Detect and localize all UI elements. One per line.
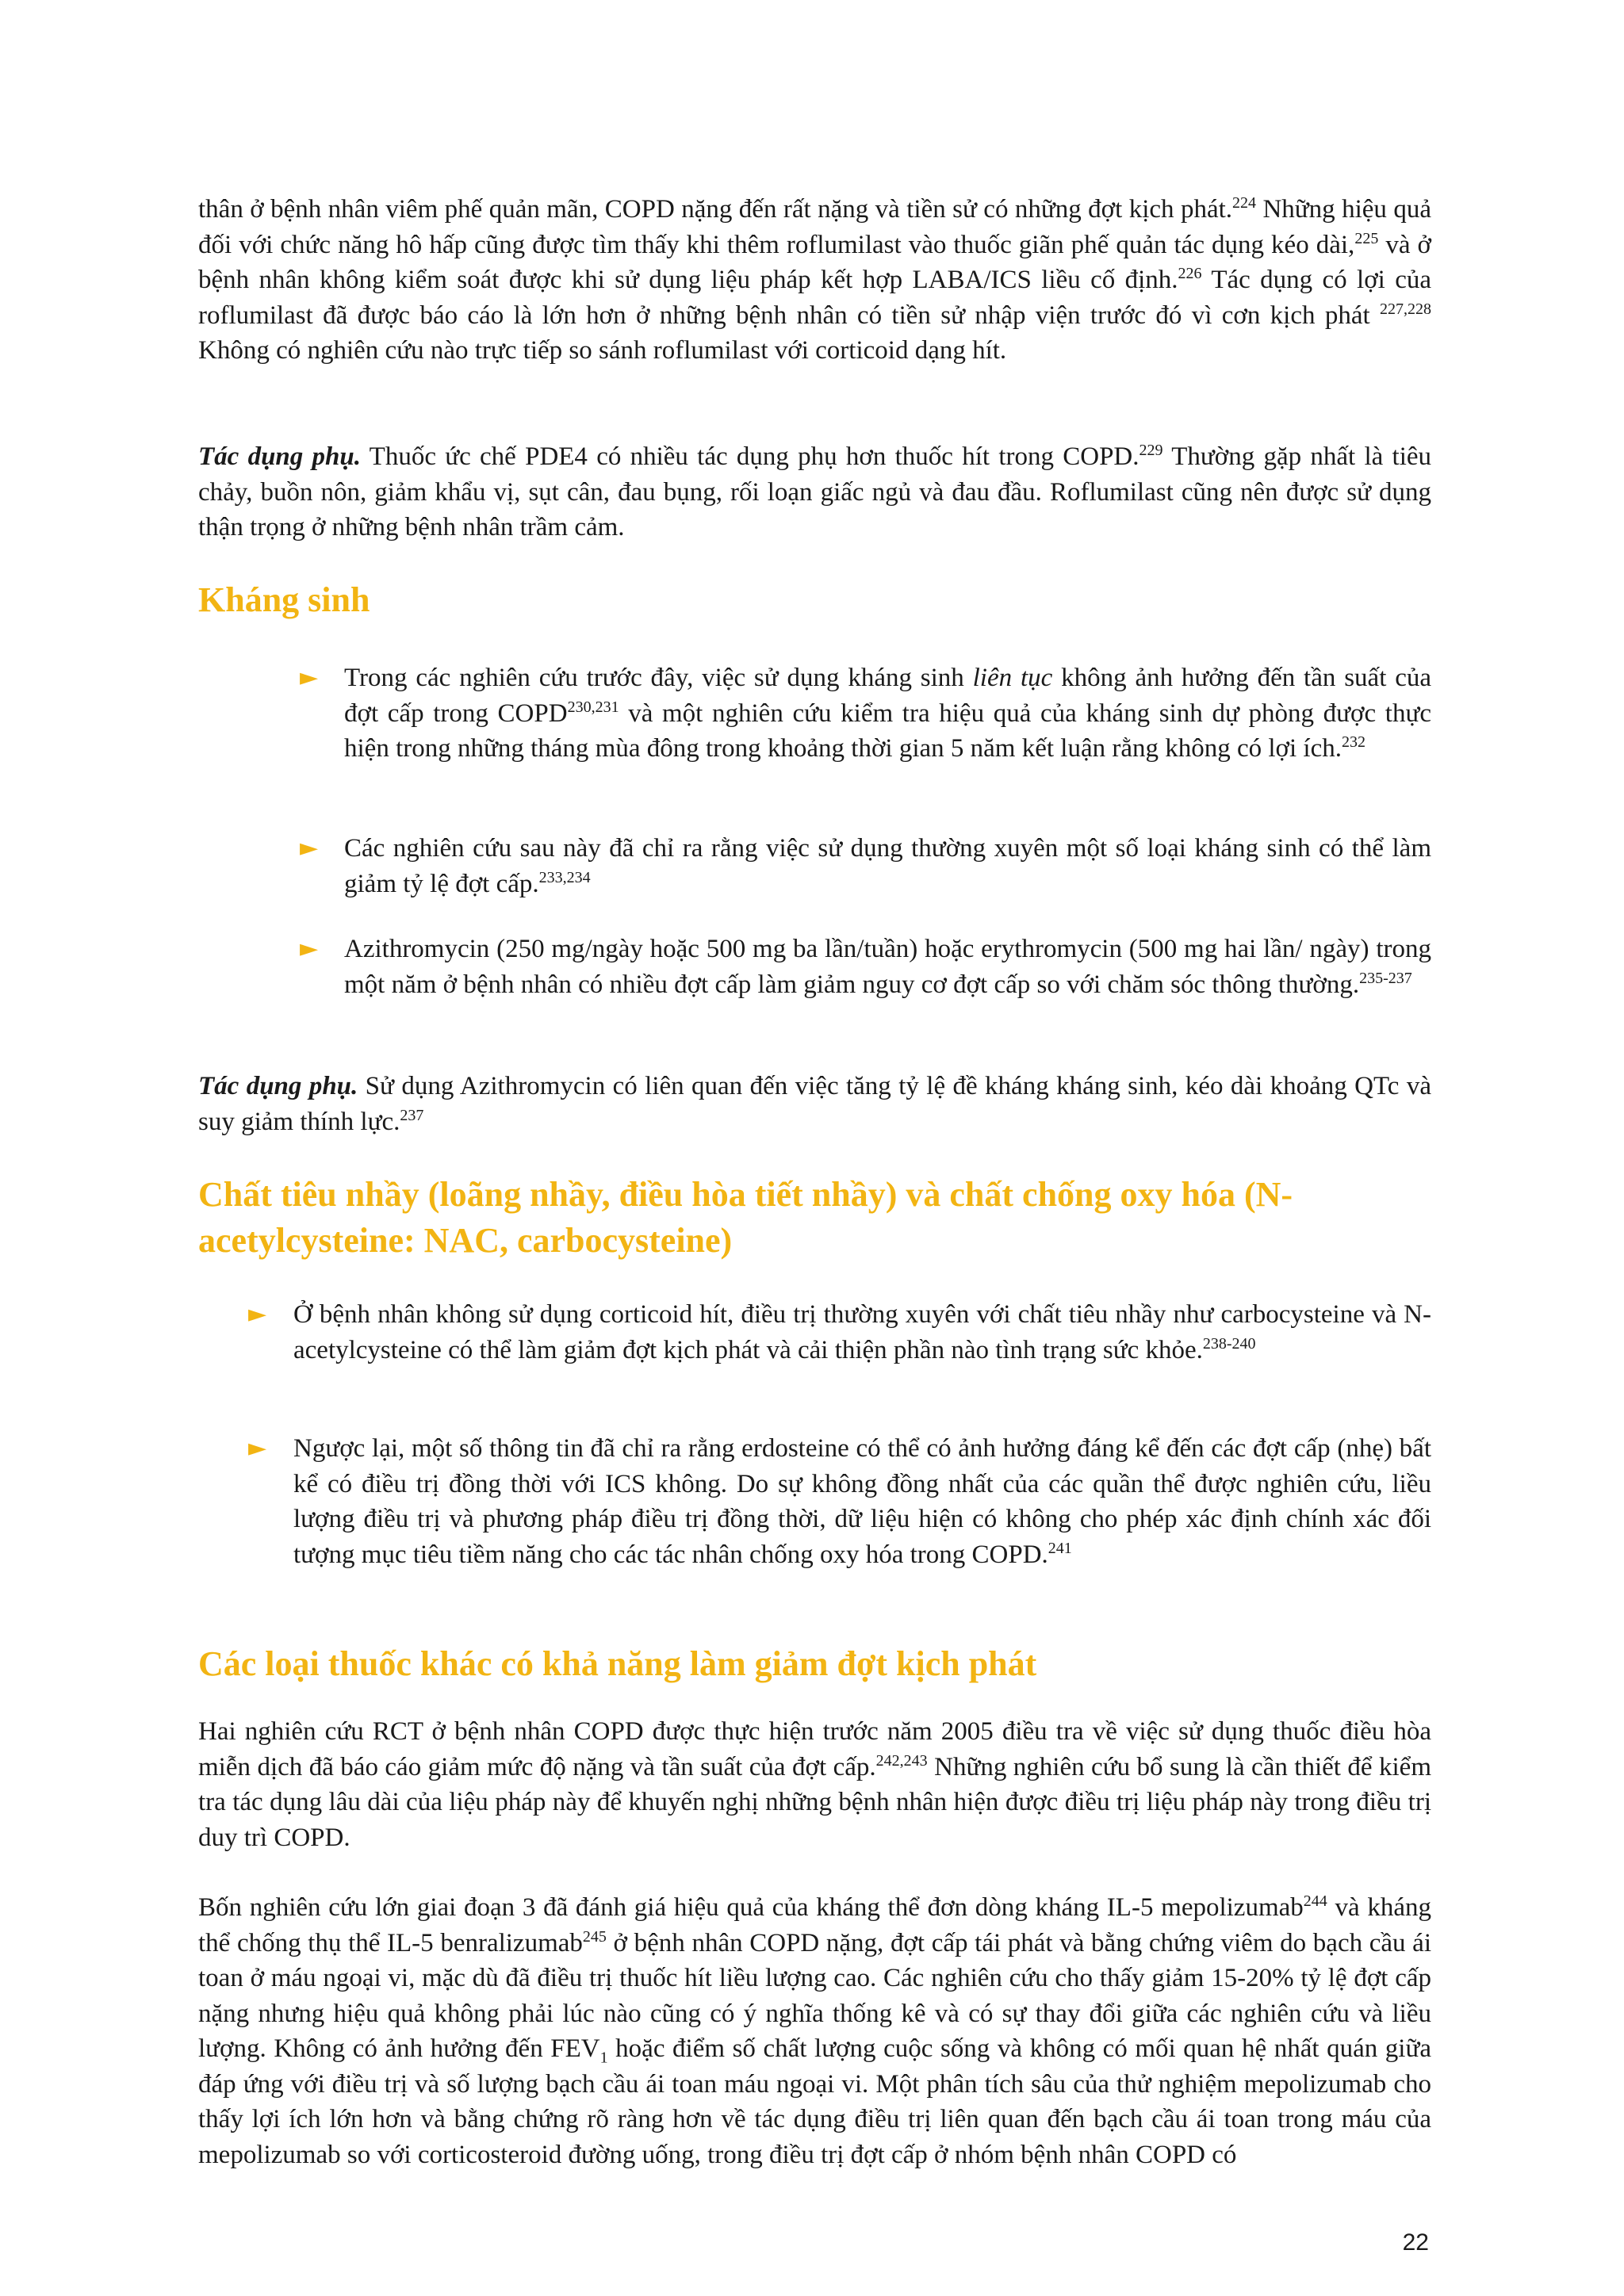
mucolytics-bullet-1: ► Ở bệnh nhân không sử dụng corticoid hít, điều trị thường xuyên với chất tiêu nhầy như carbocysteine và N-acetylcysteine có thể làm giảm đợt kịch phát và cải thiện phần nào tình trạng sức khỏe.$^{238-240}$ xyxy=(248,1297,1431,1404)
citation: 237 xyxy=(400,1106,424,1124)
citation: 245 xyxy=(582,1927,607,1946)
antibiotics-bullet-2: ► Các nghiên cứu sau này đã chỉ ra rằng việc sử dụng thường xuyên một số loại kháng sinh có thể làm giảm tỷ lệ đợt cấp.$^{233,234}$ xyxy=(300,831,1431,902)
heading-other-drugs: Các loại thuốc khác có khả năng làm giảm đợt kịch phát xyxy=(198,1644,1037,1683)
triangle-bullet-icon: ► xyxy=(300,834,319,862)
side-effects-paragraph-2: Tác dụng phụ. Sử dụng Azithromycin có liên quan đến việc tăng tỷ lệ đề kháng kháng sinh, kéo dài khoảng QTc và suy giảm thính lực.$^{237}$ xyxy=(198,1072,1432,1136)
side-effects-lead: Tác dụng phụ. xyxy=(198,1072,358,1100)
citation: 242,243 xyxy=(875,1751,928,1770)
triangle-bullet-icon: ► xyxy=(248,1434,267,1462)
side-effects-paragraph-1: Tác dụng phụ. Thuốc ức chế PDE4 có nhiều tác dụng phụ hơn thuốc hít trong COPD.$^{229}$ Thường gặp nhất là tiêu chảy, buồn nôn, giảm khẩu vị, sụt cân, đau bụng, rối loạn giấc ngủ và đau đầu. Roflumilast cũng nên được sử dụng thận trọng ở những bệnh nhân trầm cảm. xyxy=(198,442,1432,541)
citation: 235-237 xyxy=(1359,969,1412,987)
citation: 227,228 xyxy=(1380,300,1431,318)
citation: 230,231 xyxy=(567,698,619,716)
other-drugs-paragraph-2: Bốn nghiên cứu lớn giai đoạn 3 đã đánh giá hiệu quả của kháng thể đơn dòng kháng IL-5 mepolizumab$^{244}$ và kháng thể chống thụ thể IL-5 benralizumab$^{245}$ ở bệnh nhân COPD nặng, đợt cấp tái phát và bằng chứng viêm do bạch cầu ái toan ở máu ngoại vi, mặc dù đã điều trị thuốc hít liều lượng cao. Các nghiên cứu cho thấy giảm 15-20% tỷ lệ đợt cấp nặng nhưng hiệu quả không phải lúc nào cũng có ý nghĩa thống kê và có sự thay đổi giữa các nghiên cứu và liều lượng. Không có ảnh hưởng đến $FEV_1$ hoặc điểm số chất lượng cuộc sống và không có mối quan hệ nhất quán giữa đáp ứng với điều trị và số lượng bạch cầu ái toan máu ngoại vi. Một phân tích sâu của thử nghiệm mepolizumab cho thấy lợi ích lớn hơn và bằng chứng rõ ràng hơn về tác dụng điều trị liên quan đến bạch cầu ái toan trong máu của mepolizumab so với corticosteroid đường uống, trong điều trị đợt cấp ở nhóm bệnh nhân COPD có xyxy=(198,1892,1431,2169)
page-number: 22 xyxy=(1402,2229,1429,2256)
heading-mucolytics: Chất tiêu nhầy (loãng nhầy, điều hòa tiết nhầy) và chất chống oxy hóa (N-acetylcysteine: NAC, carbocysteine) xyxy=(198,1175,1293,1260)
citation: 241 xyxy=(1048,1539,1072,1557)
citation: 233,234 xyxy=(538,868,591,886)
citation: 232 xyxy=(1341,733,1365,751)
other-drugs-paragraph-1: Hai nghiên cứu RCT ở bệnh nhân COPD được thực hiện trước năm 2005 điều tra về việc sử dụng thuốc điều hòa miễn dịch đã báo cáo giảm mức độ nặng và tần suất của đợt cấp.$^{242,243}$ Những nghiên cứu bổ sung là cần thiết để kiểm tra tác dụng lâu dài của liệu pháp này để khuyến nghị những bệnh nhân hiện được điều trị liệu pháp này trong điều trị duy trì COPD. xyxy=(198,1717,1431,1852)
mucolytics-bullet-2: ► Ngược lại, một số thông tin đã chỉ ra rằng erdosteine có thể có ảnh hưởng đáng kể đến các đợt cấp (nhẹ) bất kể có điều trị đồng thời với ICS không. Do sự không đồng nhất của các quần thể được nghiên cứu, liều lượng điều trị và phương pháp điều trị đồng thời, dữ liệu hiện có không cho phép xác định chính xác đối tượng mục tiêu tiềm năng cho các tác nhân chống oxy hóa trong COPD.$^{241}$ xyxy=(248,1431,1431,1609)
citation: 224 xyxy=(1232,194,1257,212)
intro-paragraph: thân ở bệnh nhân viêm phế quản mãn, COPD nặng đến rất nặng và tiền sử có những đợt kịch phát.$^{224}$ Những hiệu quả đối với chức năng hô hấp cũng được tìm thấy khi thêm roflumilast vào thuốc giãn phế quản tác dụng kéo dài,$^{225}$ và ở bệnh nhân không kiểm soát được khi sử dụng liệu pháp kết hợp LABA/ICS liều cố định.$^{226}$ Tác dụng có lợi của roflumilast đã được báo cáo là lớn hơn ở những bệnh nhân có tiền sử nhập viện trước đó vì cơn kịch phát $^{227,228}$ Không có nghiên cứu nào trực tiếp so sánh roflumilast với corticoid dạng hít. xyxy=(198,194,1431,365)
citation: 229 xyxy=(1139,442,1163,459)
heading-antibiotics: Kháng sinh xyxy=(198,580,370,619)
triangle-bullet-icon: ► xyxy=(248,1300,267,1328)
citation: 225 xyxy=(1354,229,1379,247)
citation: 226 xyxy=(1178,265,1202,282)
subscript: 1 xyxy=(599,2049,608,2067)
antibiotics-bullet-1: ► Trong các nghiên cứu trước đây, việc sử dụng kháng sinh liên tục không ảnh hưởng đến tần suất của đợt cấp trong COPD$^{230,231}$ và một nghiên cứu kiểm tra hiệu quả của kháng sinh dự phòng được thực hiện trong những tháng mùa đông trong khoảng thời gian 5 năm kết luận rằng không có lợi ích.$^{232}$ xyxy=(300,660,1431,803)
side-effects-lead: Tác dụng phụ. xyxy=(198,442,361,471)
antibiotics-bullet-3: ► Azithromycin (250 mg/ngày hoặc 500 mg ba lần/tuần) hoặc erythromycin (500 mg hai lần/ ngày) trong một năm ở bệnh nhân có nhiều đợt cấp làm giảm nguy cơ đợt cấp so với chăm sóc thông thường.$^{235-237}$ xyxy=(300,932,1431,1039)
triangle-bullet-icon: ► xyxy=(300,664,319,691)
citation: 238-240 xyxy=(1202,1334,1256,1353)
triangle-bullet-icon: ► xyxy=(300,935,319,962)
citation: 244 xyxy=(1303,1892,1327,1910)
